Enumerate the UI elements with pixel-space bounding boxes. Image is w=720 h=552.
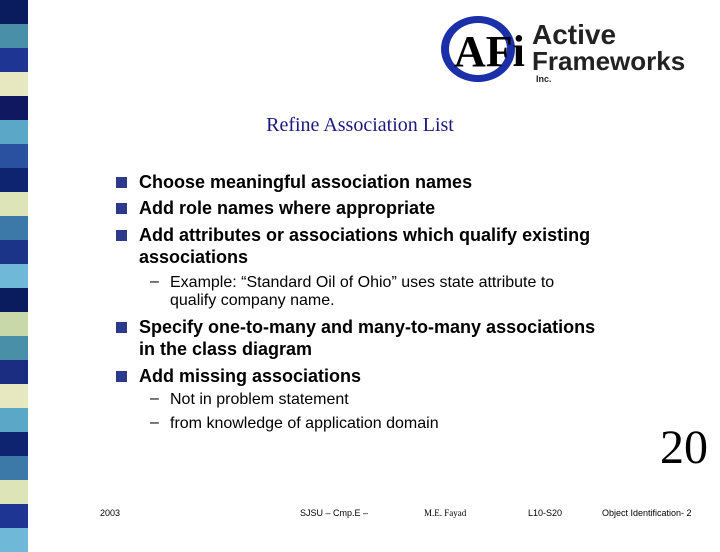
active-frameworks-logo (440, 14, 705, 84)
bullet-specify-line2: in the class diagram (139, 339, 313, 359)
bullet-qualify-line1: Add attributes or associations which qualify existing (139, 225, 591, 245)
stripe-block (0, 216, 28, 240)
bullet-icon (116, 371, 127, 382)
stripe-block (0, 240, 28, 264)
stripe-block (0, 72, 28, 96)
footer-slide-code: L10-S20 (528, 508, 563, 518)
logo-mark: AFi (454, 27, 525, 76)
slide-title: Refine Association List (266, 114, 454, 136)
logo-line-frameworks: Frameworks (532, 46, 686, 76)
stripe-block (0, 336, 28, 360)
stripe-block (0, 432, 28, 456)
left-decorative-stripe (0, 0, 28, 540)
bullet-icon (116, 203, 127, 214)
sub-example-line2: qualify company name. (170, 292, 335, 309)
stripe-block (0, 144, 28, 168)
stripe-block (0, 48, 28, 72)
dash-icon: – (150, 273, 159, 290)
stripe-block (0, 168, 28, 192)
bullet-qualify-line2: associations (139, 247, 249, 267)
dash-icon: – (150, 390, 159, 407)
stripe-block (0, 288, 28, 312)
stripe-block (0, 264, 28, 288)
bullet-specify-line1: Specify one-to-many and many-to-many associations (139, 317, 596, 337)
page-number: 20 (660, 421, 708, 474)
stripe-block (0, 408, 28, 432)
footer-course: SJSU – Cmp.E – (300, 508, 369, 518)
bullet-choose-names: Choose meaningful association names (139, 172, 473, 192)
footer-topic: Object Identification- 2 (602, 508, 692, 518)
stripe-block (0, 480, 28, 504)
logo-line-inc: Inc. (536, 74, 552, 84)
bullet-icon (116, 322, 127, 333)
bullet-add-missing: Add missing associations (139, 366, 362, 386)
footer-year: 2003 (100, 508, 121, 518)
logo-line-active: Active (532, 19, 617, 50)
stripe-block (0, 456, 28, 480)
sub-example-line1: Example: “Standard Oil of Ohio” uses state attribute to (170, 274, 555, 291)
stripe-block (0, 504, 28, 528)
stripe-block (0, 192, 28, 216)
bullet-icon (116, 230, 127, 241)
stripe-block (0, 528, 28, 552)
sub-not-in-statement: Not in problem statement (170, 391, 349, 408)
stripe-block (0, 384, 28, 408)
stripe-block (0, 24, 28, 48)
sub-domain-knowledge: from knowledge of application domain (170, 415, 439, 432)
stripe-block (0, 0, 28, 24)
stripe-block (0, 312, 28, 336)
bullet-icon (116, 177, 127, 188)
dash-icon: – (150, 414, 159, 431)
stripe-block (0, 360, 28, 384)
bullet-role-names: Add role names where appropriate (139, 198, 436, 218)
footer-author: M.E. Fayad (424, 508, 467, 518)
